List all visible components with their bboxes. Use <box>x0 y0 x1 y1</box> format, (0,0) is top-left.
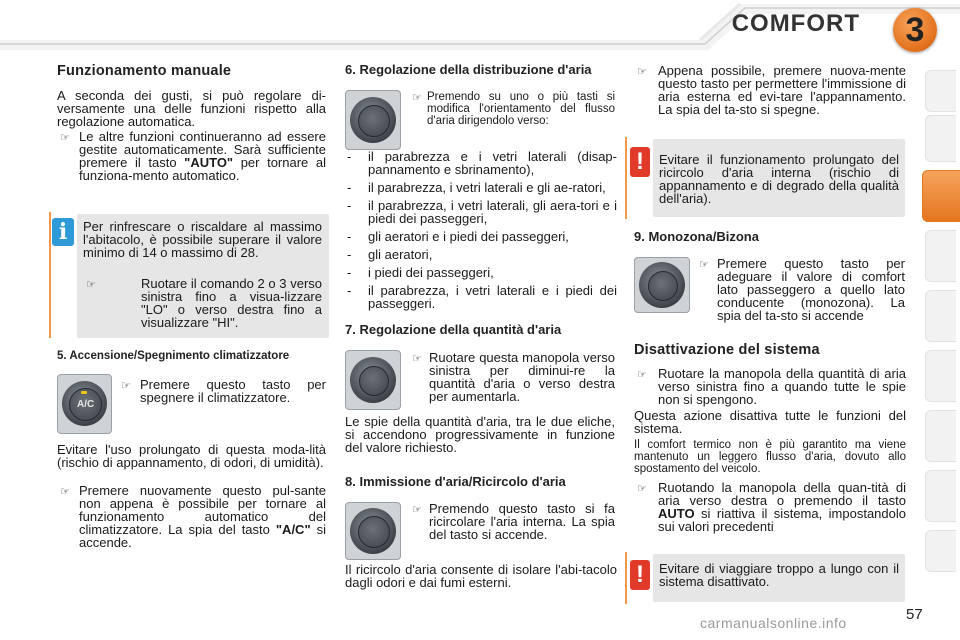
hand-pointer-icon: ☞ <box>637 482 647 495</box>
recirculation-off-bullet: Appena possibile, premere nuova-mente questo tasto per permettere l'immissione di aria esterna ed evi-tare l'appannamento. La spia del ta-sto si spegne. <box>658 63 906 117</box>
air-quantity-knob-image <box>345 350 401 410</box>
air-distribution-item <box>345 284 617 310</box>
section-8-paragraph: Il ricircolo d'aria consente di isolare l'abi-tacolo dagli odori e dai fumi esterni. <box>345 562 617 590</box>
chapter-tab[interactable] <box>925 410 956 462</box>
deactivation-bullet-2: Ruotando la manopola della quan-tità di aria verso destra o premendo il tasto AUTO si riattiva il sistema, impostandolo sui valori precedenti <box>658 480 906 534</box>
section-6-bullet: Premendo su uno o più tasti si modifica l'orientamento del flusso d'aria dirigendolo verso: <box>427 91 615 127</box>
list-dash: - <box>347 247 352 262</box>
chapter-tab[interactable] <box>925 290 956 342</box>
section-9-bullet: Premere questo tasto per adeguare il valore di comfort lato passeggero a quello lato conducente (monozona). La spia del ta-sto si accende <box>717 256 905 323</box>
list-dash: - <box>347 149 352 164</box>
section-5-title: 5. Accensione/Spegnimento climatizzatore <box>57 350 290 362</box>
info-icon: i <box>52 218 74 246</box>
chapter-tab[interactable] <box>925 530 956 572</box>
chapter-title: COMFORT <box>731 10 860 37</box>
section-8-bullet: Premendo questo tasto si fa ricircolare l'aria interna. La spia del tasto si accende. <box>429 501 615 542</box>
mono-dual-zone-button-image <box>634 257 690 313</box>
warning-deactivated-text: Evitare di viaggiare troppo a lungo con il sistema disattivato. <box>659 561 899 589</box>
hand-pointer-icon: ☞ <box>637 368 647 381</box>
list-item-text: gli aeratori e i piedi dei passeggeri, <box>368 229 569 244</box>
section-5-bullet-2: Premere nuovamente questo pul-sante non appena è possibile per tornare al funzionamento automatico del climatizzatore. La spia del tasto "A/C" si accende. <box>79 483 326 550</box>
air-distribution-item <box>345 150 617 176</box>
hand-pointer-icon: ☞ <box>637 65 647 78</box>
ac-label: A/C <box>77 399 95 410</box>
air-distribution-item <box>345 248 617 261</box>
air-distribution-item <box>345 266 617 279</box>
list-item-text: i piedi dei passeggeri, <box>368 265 494 280</box>
air-distribution-item <box>345 181 617 194</box>
deactivation-paragraph-2: Il comfort termico non è più garantito ma viene mantenuto un leggero flusso d'aria, dovuto allo spostamento del veicolo. <box>634 439 906 475</box>
section-6-title: 6. Regolazione della distribuzione d'aria <box>345 62 592 77</box>
hand-pointer-icon: ☞ <box>412 352 422 365</box>
warning-box-border <box>625 137 627 219</box>
air-distribution-item <box>345 230 617 243</box>
chapter-tab[interactable] <box>925 470 956 522</box>
section-heading-manual: Funzionamento manuale <box>57 63 232 79</box>
chapter-tab[interactable] <box>925 350 956 402</box>
warning-box-border <box>625 552 627 604</box>
chapter-tab[interactable] <box>925 230 956 282</box>
air-distribution-item <box>345 199 617 225</box>
section-5-paragraph: Evitare l'uso prolungato di questa moda-lità (rischio di appannamento, di odori, di umidità). <box>57 442 326 470</box>
air-distribution-button-image <box>345 90 401 150</box>
watermark: carmanualsonline.info <box>700 615 847 631</box>
bullet-auto: Le altre funzioni continueranno ad essere gestite automaticamente. Sarà sufficiente premere il tasto "AUTO" per tornare al funziona-mento automatico. <box>79 129 326 183</box>
recirculation-button-image <box>345 502 401 560</box>
hand-pointer-icon: ☞ <box>86 278 96 291</box>
intro-paragraph: A seconda dei gusti, si può regolare di-versamente una delle funzioni rispetto alla regolazione automatica. <box>57 88 326 129</box>
info-box-border <box>49 212 51 338</box>
hand-pointer-icon: ☞ <box>699 258 709 271</box>
info-box-bullet: Ruotare il comando 2 o 3 verso sinistra fino a visua-lizzare "LO" o verso destra fino a visualizzare "HI". <box>141 276 322 330</box>
hand-pointer-icon: ☞ <box>412 91 422 104</box>
warning-icon: ! <box>630 560 650 590</box>
section-7-paragraph: Le spie della quantità d'aria, tra le due eliche, si accendono progressivamente in funzione del valore richiesto. <box>345 414 615 455</box>
warning-recirculation-text: Evitare il funzionamento prolungato del ricircolo d'aria interna (rischio di appannamento e di degrado della qualità dell'aria). <box>659 152 899 206</box>
list-dash: - <box>347 265 352 280</box>
section-8-title: 8. Immissione d'aria/Ricircolo d'aria <box>345 474 566 489</box>
section-heading-deactivation: Disattivazione del sistema <box>634 342 820 358</box>
section-7-bullet: Ruotare questa manopola verso sinistra per diminui-re la quantità d'aria o verso destra per aumentarla. <box>429 350 615 404</box>
list-item-text: il parabrezza e i vetri laterali (disap-pannamento e sbrinamento), <box>368 149 617 177</box>
info-box-text: Per rinfrescare o riscaldare al massimo l'abitacolo, è possibile superare il valore minimo di 14 o massimo di 28. <box>83 219 322 260</box>
chapter-number-badge: 3 <box>893 8 937 52</box>
chapter-tab[interactable] <box>925 115 956 162</box>
warning-icon: ! <box>630 147 650 177</box>
deactivation-paragraph-1: Questa azione disattiva tutte le funzioni del sistema. <box>634 408 906 436</box>
air-distribution-list <box>345 150 617 315</box>
page-number: 57 <box>906 606 923 623</box>
deactivation-bullet-1: Ruotare la manopola della quantità di aria verso sinistra fino a quando tutte le spie non si spengono. <box>658 366 906 407</box>
section-7-title: 7. Regolazione della quantità d'aria <box>345 322 562 337</box>
hand-pointer-icon: ☞ <box>60 131 70 144</box>
list-item-text: il parabrezza, i vetri laterali, gli aera-tori e i piedi dei passeggeri, <box>368 198 617 226</box>
list-item-text: il parabrezza, i vetri laterali e i piedi dei passeggeri. <box>368 283 617 311</box>
hand-pointer-icon: ☞ <box>60 485 70 498</box>
list-dash: - <box>347 229 352 244</box>
chapter-tab-active[interactable] <box>922 170 960 222</box>
list-item-text: gli aeratori, <box>368 247 433 262</box>
section-9-title: 9. Monozona/Bizona <box>634 229 759 244</box>
hand-pointer-icon: ☞ <box>412 503 422 516</box>
hand-pointer-icon: ☞ <box>121 379 131 392</box>
list-dash: - <box>347 283 352 298</box>
list-dash: - <box>347 180 352 195</box>
chapter-tab[interactable] <box>925 70 956 112</box>
list-dash: - <box>347 198 352 213</box>
section-5-bullet: Premere questo tasto per spegnere il climatizzatore. <box>140 377 326 405</box>
list-item-text: il parabrezza, i vetri laterali e gli ae-ratori, <box>368 180 606 195</box>
ac-button-image <box>57 374 112 434</box>
